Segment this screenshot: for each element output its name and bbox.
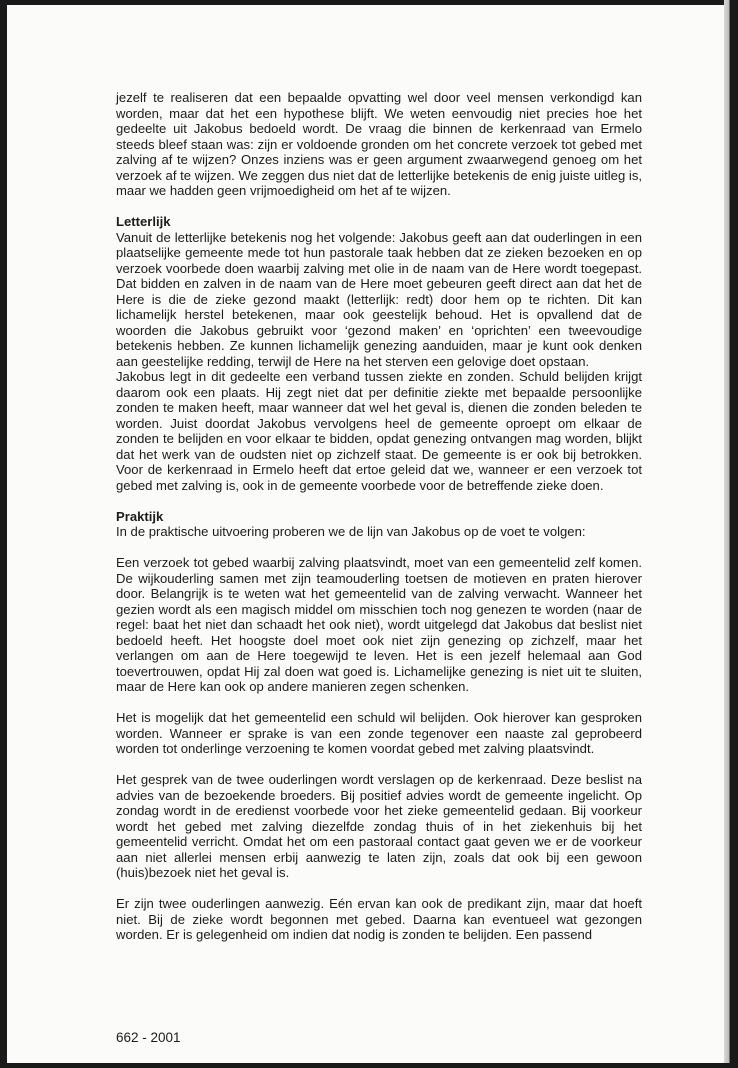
letterlijk-paragraph-1: Vanuit de letterlijke betekenis nog het volgende: Jakobus geeft aan dat ouderlingen in een plaatselijke gemeente mede tot hun pastorale taak hebben dat ze zieken bezoeken en op verzoek voorbede doen waarbij zalving met olie in de naam van de Here wordt toegepast. Dat bidden en zalven in de naam van de Here moet gebeuren geeft direct aan dat het de Here is die de zieke gezond maakt (letterlijk: redt) door hem op te richten. Dit kan lichamelijk herstel betekenen, maar ook geestelijk behoud. Het is opvallend dat de woorden die Jakobus gebruikt voor ‘gezond maken’ en ‘oprichten’ een tweevoudige betekenis hebben. Ze kunnen lichamelijk genezing aanduiden, maar je kunt ook denken aan geestelijke redding, terwijl de Here na het sterven een gelovige doet opstaan. [116, 229, 642, 369]
intro-paragraph: jezelf te realiseren dat een bepaalde opvatting wel door veel mensen verkondigd kan worden, maar dat het een hypothese blijft. We weten eenvoudig niet precies hoe het gedeelte uit Jakobus bedoeld wordt. De vraag die binnen de kerkenraad van Ermelo steeds bleef staan was: zijn er voldoende gronden om het concrete verzoek tot gebed met zalving af te wijzen? Onzes inziens was er geen argument zwaarwegend genoeg om het verzoek af te wijzen. We zeggen dus niet dat de letterlijke betekenis de enig juiste uitleg is, maar we hadden geen vrijmoedigheid om het af te wijzen. [116, 90, 642, 198]
praktijk-paragraph-3: Het gesprek van de twee ouderlingen wordt verslagen op de kerkenraad. Deze beslist na advies van de bezoekende broeders. Bij positief advies wordt de gemeente ingelicht. Op zondag wordt in de eredienst voorbede voor het zieke gemeentelid gedaan. Bij voorkeur wordt het gebed met zalving diezelfde zondag thuis of in het ziekenhuis bij het gemeentelid verricht. Omdat het om een pastoraal contact gaat geven we er de voorkeur aan niet allerlei mensen erbij aanwezig te laten zijn, zoals dat ook bij een gewoon (huis)bezoek niet het geval is. [116, 772, 642, 880]
letterlijk-paragraph-2: Jakobus legt in dit gedeelte een verband tussen ziekte en zonden. Schuld belijden krijgt daarom ook een plaats. Hij zegt niet dat per definitie ziekte met bepaalde persoonlijke zonden te maken heeft, maar wanneer dat wel het geval is, dienen die zonden beleden te worden. Juist doordat Jakobus vervolgens heel de gemeente oproept om elkaar de zonden te belijden en voor elkaar te bidden, opdat genezing ontvangen mag worden, blijkt dat het werk van de oudsten niet op zichzelf staat. De gemeente is er ook bij betrokken. Voor de kerkenraad in Ermelo heeft dat ertoe geleid dat we, wanneer er een verzoek tot gebed met zalving is, ook in de gemeente voorbede voor de betreffende zieke doen. [116, 369, 642, 493]
praktijk-intro: In de praktische uitvoering proberen we de lijn van Jakobus op de voet te volgen: [116, 524, 586, 539]
scan-edge-left [0, 0, 7, 1068]
page-number: 662 - 2001 [116, 1030, 181, 1045]
section-heading-letterlijk: Letterlijk [116, 214, 171, 229]
praktijk-paragraph-4: Er zijn twee ouderlingen aanwezig. Eén ervan kan ook de predikant zijn, maar dat hoeft niet. Bij de zieke wordt begonnen met gebed. Daarna kan eventueel wat gezongen worden. Er is gelegenheid om indien dat nodig is zonden te belijden. Een passend [116, 896, 642, 942]
scan-edge-bottom [0, 1063, 738, 1068]
praktijk-paragraph-2: Het is mogelijk dat het gemeentelid een schuld wil belijden. Ook hierover kan gesproken worden. Wanneer er sprake is van een zonde tegenover een naaste zal geprobeerd worden tot onderlinge verzoening te komen voordat gebed met zalving plaatsvindt. [116, 710, 642, 756]
scan-edge-right [724, 0, 738, 1068]
praktijk-paragraph-1: Een verzoek tot gebed waarbij zalving plaatsvindt, moet van een gemeentelid zelf komen. De wijkouderling samen met zijn teamouderling toetsen de motieven en praten hierover door. Belangrijk is te weten wat het gemeentelid van de zalving verwacht. Wanneer het gezien wordt als een magisch middel om misschien toch nog genezen te worden (naar de regel: baat het niet dan schaadt het ook niet), wordt uitgelegd dat Jakobus dat beslist niet bedoeld heeft. Het hoogste doel moet ook niet zijn genezing op zichzelf, maar het verlangen om aan de Here toegewijd te leven. Het is een jezelf helemaal aan God toevertrouwen, opdat Hij zal doen wat goed is. Lichamelijke genezing is niet uit te sluiten, maar de Here kan ook op andere manieren zegen schenken. [116, 555, 642, 694]
section-heading-praktijk: Praktijk [116, 508, 164, 524]
article-body [116, 90, 642, 943]
